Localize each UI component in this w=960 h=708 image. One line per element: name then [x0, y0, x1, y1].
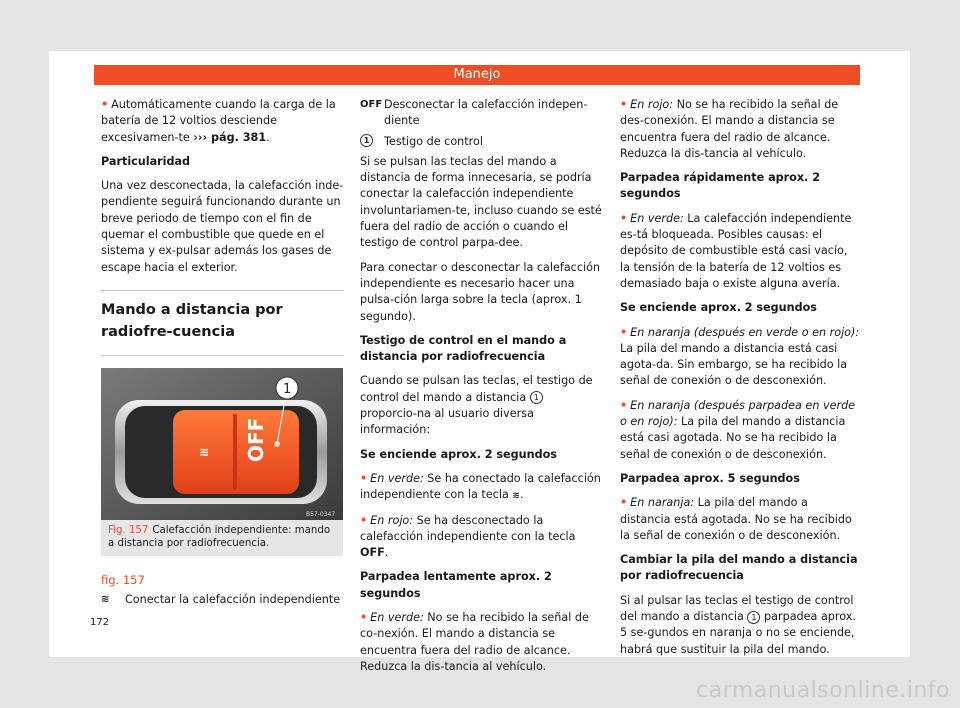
number-badge: 1	[360, 134, 373, 147]
figure-reference: fig. 157	[101, 572, 145, 587]
legend-item-off: OFF Desconectar la calefacción indepen-diente	[360, 98, 588, 128]
particularidad-text: Una vez desconectada, la calefacción inde-pendiente seguirá funcionando durante un breve periodo de tiempo con el fin de quemar el combustible que quede en el sistema y ex-pulsar además los gases de escape hacia el exterior.	[101, 179, 344, 274]
subheading: Se enciende aprox. 2 segundos	[360, 447, 557, 461]
number-badge: 1	[530, 391, 543, 404]
page-header: Manejo	[94, 65, 860, 85]
subheading: Se enciende aprox. 2 segundos	[620, 301, 817, 315]
subheading: Parpadea rápidamente aprox. 2 segundos	[620, 171, 820, 201]
paragraph: Si al pulsar las teclas el testigo de control del mando a distancia 1 parpadea aprox. 5 se-gundos en naranja o no se enciende, habrá que sustituir la pila del mando.	[620, 593, 856, 656]
remote-illustration	[101, 368, 343, 520]
legend-item-connect: ≋ Conectar la calefacción independiente	[101, 592, 344, 608]
bullet-icon: •	[360, 611, 368, 625]
page-number: 172	[90, 617, 110, 628]
subheading: Parpadea aprox. 5 segundos	[620, 471, 800, 485]
bullet-icon: •	[620, 496, 628, 510]
svg-text:≋: ≋	[199, 444, 210, 459]
figure-number: Fig. 157	[108, 524, 149, 536]
bullet-item: • En naranja (después parpadea en verde o en rojo): La pila del mando a distancia está casi agotada. No se ha recibido la señal de conexión o de desconexión.	[620, 398, 856, 461]
bullet-item: • En naranja: La pila del mando a distancia está agotada. No se ha recibido la señal de conexión o de desconexión.	[620, 496, 852, 542]
number-badge: 1	[747, 611, 760, 624]
bullet-icon: •	[620, 98, 628, 111]
figure-badge: 1	[283, 381, 292, 397]
section-title: Mando a distancia por radiofre-cuencia	[101, 290, 344, 356]
bullet-item: • En verde: Se ha conectado la calefacción independiente con la tecla ≋.	[360, 471, 603, 505]
bullet-icon: •	[360, 471, 368, 485]
bullet-icon: •	[620, 325, 628, 339]
bullet-icon: •	[101, 98, 109, 111]
bullet-icon: •	[620, 398, 628, 412]
subheading: Cambiar la pila del mando a distancia por radiofrecuencia	[620, 553, 858, 583]
bullet-item: • En verde: No se ha recibido la señal de co-nexión. El mando a distancia se encuentra fuera del radio de alcance. Reduzca la dis-tancia al vehículo.	[360, 611, 589, 673]
intro-paragraph: • Automáticamente cuando la carga de la batería de 12 voltios desciende excesivamen-te ››› pág. 381.	[101, 98, 336, 144]
figure-code: B57-0347	[306, 510, 336, 518]
off-icon: OFF	[360, 99, 383, 110]
bullet-icon: •	[360, 513, 368, 527]
column-2	[360, 97, 603, 683]
off-icon: OFF	[360, 546, 385, 560]
column-3	[620, 97, 860, 666]
bullet-item: • En verde: La calefacción independiente es-tá bloqueada. Posibles causas: el depósito de combustible está casi vacío, la tensión de la batería de 12 voltios es demasiado baja o existe alguna avería.	[620, 211, 852, 290]
column-1	[101, 97, 344, 613]
bullet-item: • En naranja (después en verde o en rojo): La pila del mando a distancia está casi agota-da. Sin embargo, se ha recibido la señal de conexión o de desconexión.	[620, 325, 860, 388]
legend-item-indicator: 1 Testigo de control	[360, 134, 603, 150]
bullet-icon: •	[620, 211, 628, 225]
figure-caption: Fig. 157 Calefacción independiente: mando a distancia por radiofrecuencia.	[101, 520, 343, 556]
paragraph: Si se pulsan las teclas del mando a distancia de forma innecesaria, se podría conectar la calefacción independiente involuntariamen-te, incluso cuando se esté fuera del radio de acción o cuando el testigo de control parpa-dee.	[360, 154, 602, 250]
bullet-item: • En rojo: Se ha desconectado la calefacción independiente con la tecla OFF.	[360, 513, 576, 560]
page-reference-link[interactable]: ››› pág. 381	[193, 130, 267, 144]
paragraph: Cuando se pulsan las teclas, el testigo de control del mando a distancia 1 proporcio-na al usuario diversa información:	[360, 374, 593, 437]
remote-control-figure	[101, 368, 343, 520]
heater-icon: ≋	[512, 491, 520, 502]
subheading: Testigo de control en el mando a distancia por radiofrecuencia	[360, 333, 567, 364]
watermark: carmanualsonline.info	[696, 678, 950, 703]
heater-icon: ≋	[101, 594, 110, 606]
paragraph: Para conectar o desconectar la calefacción independiente es necesario hacer una pulsa-ción larga sobre la tecla (aprox. 1 segundo).	[360, 260, 601, 323]
subheading: Parpadea lentamente aprox. 2 segundos	[360, 570, 552, 600]
particularidad-title: Particularidad	[101, 154, 191, 168]
bullet-item: • En rojo: No se ha recibido la señal de des-conexión. El mando a distancia se encuentra fuera del radio de alcance. Reduzca la dis-tancia al vehículo.	[620, 98, 839, 160]
svg-text:OFF: OFF	[244, 417, 268, 462]
